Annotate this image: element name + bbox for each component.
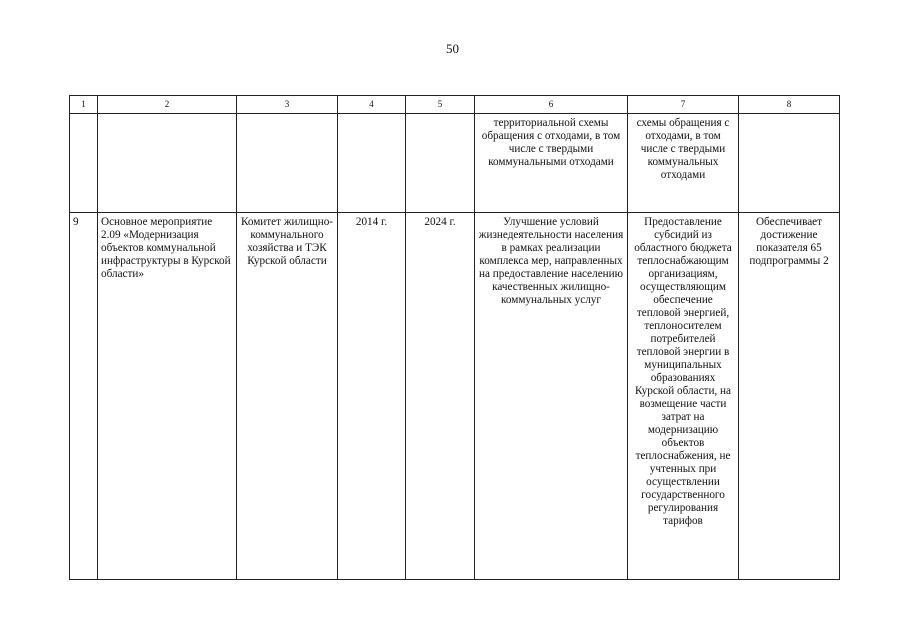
- row9-cell-number: 9: [70, 213, 98, 580]
- header-cell-3: 3: [237, 96, 338, 114]
- header-cell-2: 2: [98, 96, 237, 114]
- cont-cell-end: [406, 114, 475, 213]
- header-cell-6: 6: [475, 96, 628, 114]
- cont-cell-name: [98, 114, 237, 213]
- cont-cell-executor: [237, 114, 338, 213]
- cont-cell-start: [338, 114, 406, 213]
- page-number: 50: [446, 41, 459, 56]
- document-table: [69, 95, 840, 580]
- header-cell-4: 4: [338, 96, 406, 114]
- header-row: [70, 96, 840, 114]
- header-cell-7: 7: [628, 96, 739, 114]
- row9-cell-start: 2014 г.: [338, 213, 406, 580]
- cont-cell-result: территориальной схемы обращения с отходами, в том числе с твердыми коммунальными отходами: [475, 114, 628, 213]
- header-cell-8: 8: [739, 96, 840, 114]
- continuation-row: [70, 114, 840, 213]
- header-cell-5: 5: [406, 96, 475, 114]
- row9-cell-content: Предоставление субсидий из областного бюджета теплоснабжающим организациям, осуществляющим обеспечение тепловой энергией, теплоносителем потребителей тепловой энергии в муниципальных образованиях Курской области, на возмещение части затрат на модернизацию объектов теплоснабжения, не учтенных при осуществлении государственного регулирования тарифов: [628, 213, 739, 580]
- row9-cell-end: 2024 г.: [406, 213, 475, 580]
- cont-cell-number: [70, 114, 98, 213]
- table-row-9: [70, 213, 840, 580]
- row9-cell-link: Обеспечивает достижение показателя 65 подпрограммы 2: [739, 213, 840, 580]
- header-cell-1: 1: [70, 96, 98, 114]
- cont-cell-link: [739, 114, 840, 213]
- cont-cell-content: схемы обращения с отходами, в том числе с твердыми коммунальных отходами: [628, 114, 739, 213]
- row9-cell-name: Основное мероприятие 2.09 «Модернизация объектов коммунальной инфраструктуры в Курской области»: [98, 213, 237, 580]
- row9-cell-executor: Комитет жилищно-коммунального хозяйства и ТЭК Курской области: [237, 213, 338, 580]
- row9-cell-result: Улучшение условий жизнедеятельности населения в рамках реализации комплекса мер, направленных на предоставление населению качественных жилищно-коммунальных услуг: [475, 213, 628, 580]
